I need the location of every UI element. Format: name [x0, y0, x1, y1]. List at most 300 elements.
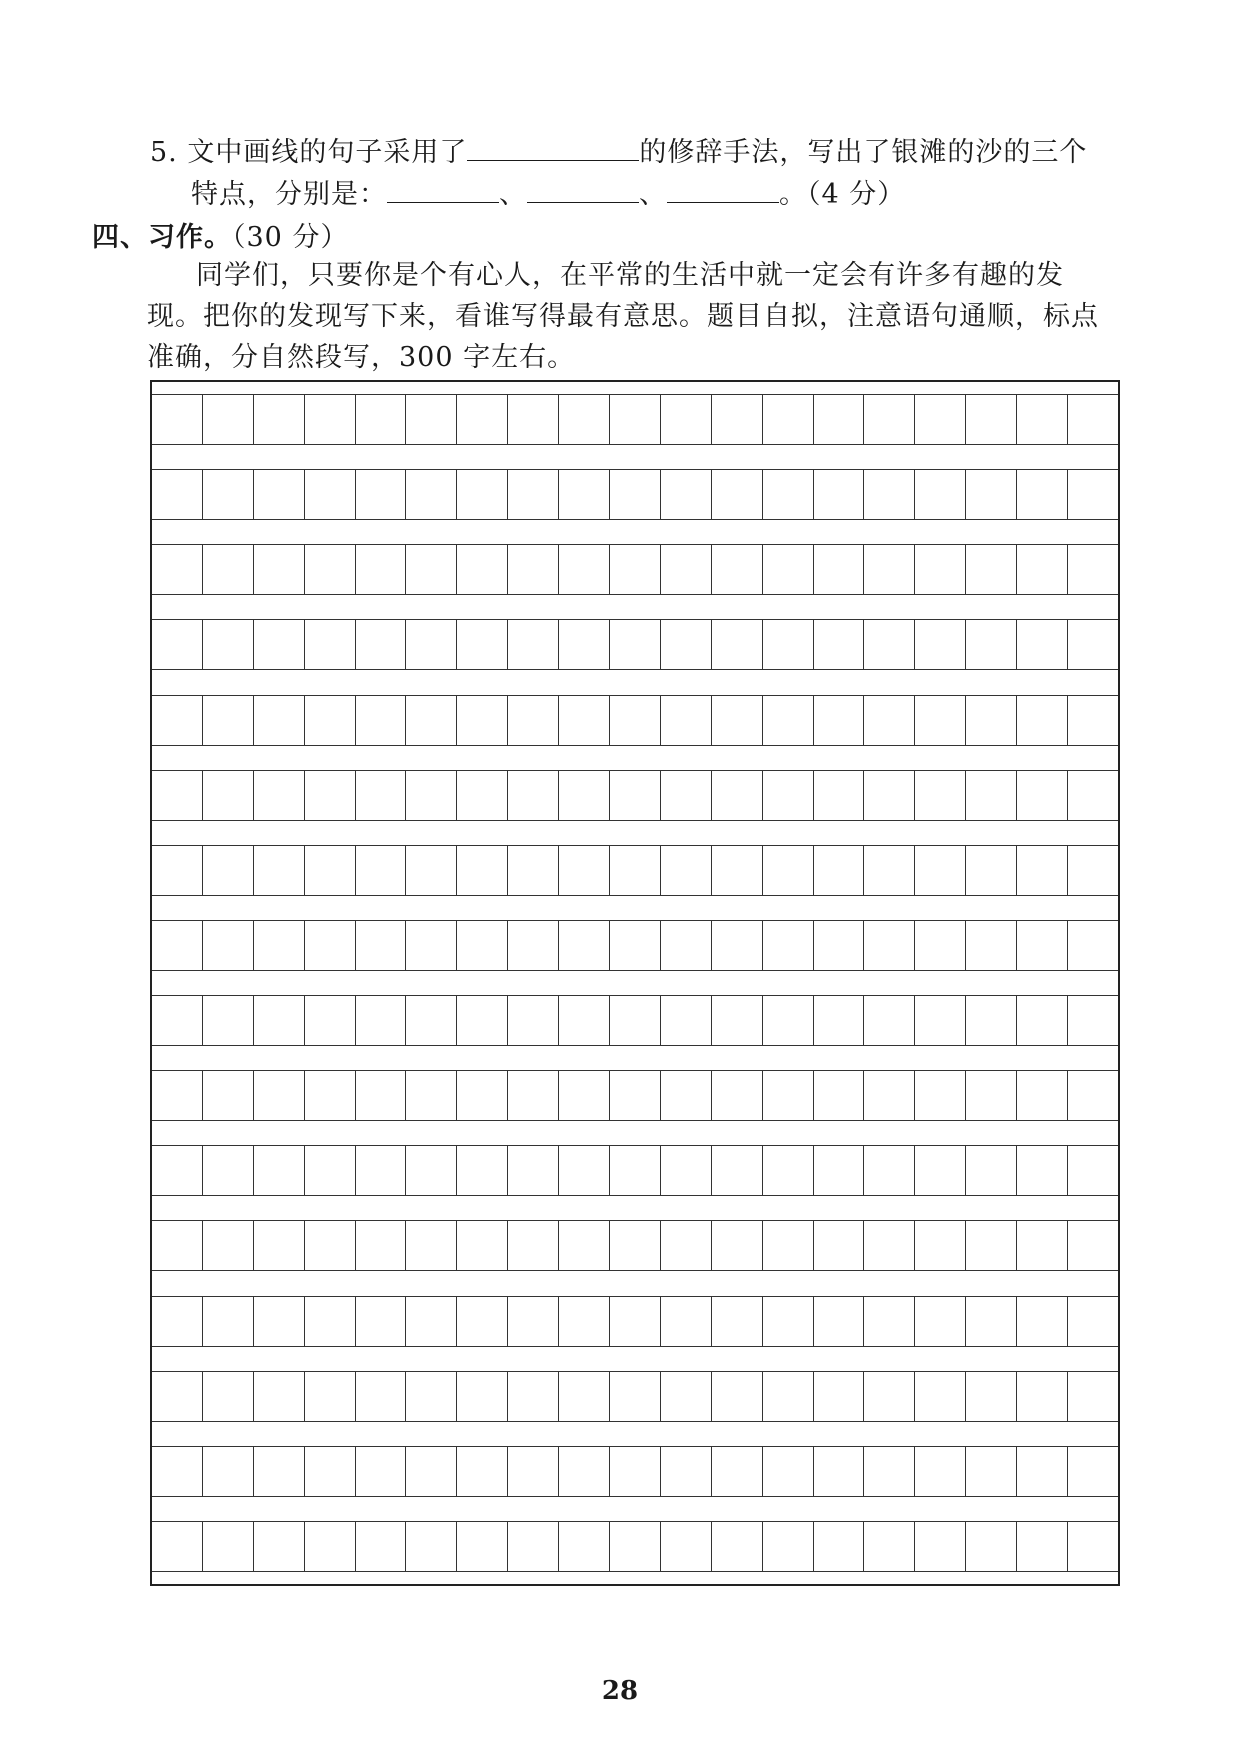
grid-cell[interactable] — [762, 1071, 813, 1120]
grid-cell[interactable] — [405, 1522, 456, 1571]
grid-cell[interactable] — [762, 1297, 813, 1346]
grid-cell[interactable] — [1016, 545, 1067, 594]
grid-cell[interactable] — [304, 1297, 355, 1346]
grid-cell[interactable] — [813, 1221, 864, 1270]
grid-cell[interactable] — [152, 1447, 202, 1496]
grid-cell[interactable] — [914, 1447, 965, 1496]
grid-cell[interactable] — [558, 996, 609, 1045]
grid-cell[interactable] — [609, 696, 660, 745]
grid-cell[interactable] — [202, 921, 253, 970]
grid-cell[interactable] — [152, 1221, 202, 1270]
grid-cell[interactable] — [152, 921, 202, 970]
grid-cell[interactable] — [558, 620, 609, 669]
grid-cell[interactable] — [253, 1372, 304, 1421]
grid-cell[interactable] — [253, 771, 304, 820]
grid-cell[interactable] — [813, 696, 864, 745]
grid-cell[interactable] — [965, 545, 1016, 594]
grid-cell[interactable] — [202, 1146, 253, 1195]
grid-cell[interactable] — [202, 771, 253, 820]
grid-cell[interactable] — [304, 846, 355, 895]
grid-cell[interactable] — [253, 1146, 304, 1195]
grid-cell[interactable] — [813, 996, 864, 1045]
grid-cell[interactable] — [863, 996, 914, 1045]
grid-cell[interactable] — [355, 1071, 406, 1120]
grid-cell[interactable] — [711, 620, 762, 669]
grid-cell[interactable] — [914, 996, 965, 1045]
grid-cell[interactable] — [456, 1221, 507, 1270]
grid-cell[interactable] — [152, 696, 202, 745]
grid-cell[interactable] — [813, 921, 864, 970]
grid-cell[interactable] — [202, 1221, 253, 1270]
grid-cell[interactable] — [609, 620, 660, 669]
grid-cell[interactable] — [253, 470, 304, 519]
grid-cell[interactable] — [1016, 771, 1067, 820]
grid-cell[interactable] — [863, 1297, 914, 1346]
grid-cell[interactable] — [863, 620, 914, 669]
grid-cell[interactable] — [558, 846, 609, 895]
grid-cell[interactable] — [304, 1071, 355, 1120]
grid-cell[interactable] — [711, 470, 762, 519]
grid-cell[interactable] — [965, 470, 1016, 519]
grid-cell[interactable] — [609, 1071, 660, 1120]
grid-cell[interactable] — [711, 1071, 762, 1120]
grid-cell[interactable] — [660, 1372, 711, 1421]
grid-cell[interactable] — [304, 771, 355, 820]
grid-cell[interactable] — [660, 1297, 711, 1346]
grid-cell[interactable] — [202, 1297, 253, 1346]
grid-cell[interactable] — [711, 395, 762, 444]
grid-cell[interactable] — [456, 470, 507, 519]
grid-cell[interactable] — [507, 921, 558, 970]
grid-cell[interactable] — [863, 1221, 914, 1270]
grid-cell[interactable] — [660, 470, 711, 519]
grid-cell[interactable] — [405, 846, 456, 895]
grid-cell[interactable] — [152, 1372, 202, 1421]
grid-cell[interactable] — [609, 1297, 660, 1346]
grid-cell[interactable] — [1016, 620, 1067, 669]
grid-cell[interactable] — [609, 846, 660, 895]
grid-cell[interactable] — [660, 921, 711, 970]
grid-cell[interactable] — [965, 771, 1016, 820]
grid-cell[interactable] — [1067, 1146, 1118, 1195]
grid-cell[interactable] — [711, 846, 762, 895]
grid-cell[interactable] — [1016, 996, 1067, 1045]
grid-cell[interactable] — [762, 1146, 813, 1195]
grid-cell[interactable] — [711, 1522, 762, 1571]
grid-cell[interactable] — [355, 545, 406, 594]
grid-cell[interactable] — [253, 545, 304, 594]
grid-cell[interactable] — [1016, 1146, 1067, 1195]
grid-cell[interactable] — [609, 1372, 660, 1421]
grid-cell[interactable] — [863, 1146, 914, 1195]
grid-cell[interactable] — [914, 771, 965, 820]
grid-cell[interactable] — [914, 921, 965, 970]
grid-cell[interactable] — [202, 620, 253, 669]
grid-cell[interactable] — [558, 470, 609, 519]
grid-cell[interactable] — [711, 921, 762, 970]
grid-cell[interactable] — [762, 696, 813, 745]
grid-cell[interactable] — [914, 1372, 965, 1421]
grid-cell[interactable] — [405, 1221, 456, 1270]
grid-cell[interactable] — [456, 996, 507, 1045]
grid-cell[interactable] — [456, 1372, 507, 1421]
grid-cell[interactable] — [558, 1146, 609, 1195]
grid-cell[interactable] — [1067, 996, 1118, 1045]
grid-cell[interactable] — [914, 1522, 965, 1571]
grid-cell[interactable] — [1016, 921, 1067, 970]
grid-cell[interactable] — [202, 846, 253, 895]
grid-cell[interactable] — [405, 996, 456, 1045]
grid-cell[interactable] — [863, 921, 914, 970]
grid-cell[interactable] — [558, 921, 609, 970]
grid-cell[interactable] — [456, 771, 507, 820]
grid-cell[interactable] — [711, 1447, 762, 1496]
grid-cell[interactable] — [1016, 1447, 1067, 1496]
grid-cell[interactable] — [965, 1522, 1016, 1571]
grid-cell[interactable] — [253, 1221, 304, 1270]
grid-cell[interactable] — [405, 620, 456, 669]
grid-cell[interactable] — [253, 1071, 304, 1120]
grid-cell[interactable] — [558, 1522, 609, 1571]
grid-cell[interactable] — [405, 470, 456, 519]
grid-cell[interactable] — [355, 1372, 406, 1421]
grid-cell[interactable] — [609, 771, 660, 820]
grid-cell[interactable] — [507, 1071, 558, 1120]
grid-cell[interactable] — [863, 1071, 914, 1120]
grid-cell[interactable] — [609, 545, 660, 594]
grid-cell[interactable] — [456, 545, 507, 594]
grid-cell[interactable] — [355, 996, 406, 1045]
grid-cell[interactable] — [1067, 1522, 1118, 1571]
grid-cell[interactable] — [202, 1447, 253, 1496]
grid-cell[interactable] — [914, 846, 965, 895]
grid-cell[interactable] — [965, 1297, 1016, 1346]
answer-blank-feature-2[interactable] — [527, 176, 639, 203]
grid-cell[interactable] — [1067, 1071, 1118, 1120]
grid-cell[interactable] — [456, 1146, 507, 1195]
grid-cell[interactable] — [1067, 1221, 1118, 1270]
grid-cell[interactable] — [660, 1071, 711, 1120]
grid-cell[interactable] — [304, 921, 355, 970]
grid-cell[interactable] — [762, 921, 813, 970]
grid-cell[interactable] — [456, 620, 507, 669]
grid-cell[interactable] — [507, 545, 558, 594]
grid-cell[interactable] — [914, 620, 965, 669]
grid-cell[interactable] — [711, 1297, 762, 1346]
grid-cell[interactable] — [456, 846, 507, 895]
grid-cell[interactable] — [405, 921, 456, 970]
grid-cell[interactable] — [1067, 620, 1118, 669]
grid-cell[interactable] — [711, 1372, 762, 1421]
grid-cell[interactable] — [965, 1372, 1016, 1421]
grid-cell[interactable] — [456, 395, 507, 444]
grid-cell[interactable] — [609, 1522, 660, 1571]
grid-cell[interactable] — [507, 1447, 558, 1496]
grid-cell[interactable] — [152, 771, 202, 820]
grid-cell[interactable] — [660, 1221, 711, 1270]
grid-cell[interactable] — [253, 620, 304, 669]
grid-cell[interactable] — [304, 1372, 355, 1421]
grid-cell[interactable] — [1067, 470, 1118, 519]
grid-cell[interactable] — [813, 1522, 864, 1571]
grid-cell[interactable] — [405, 395, 456, 444]
grid-cell[interactable] — [914, 696, 965, 745]
grid-cell[interactable] — [507, 395, 558, 444]
answer-blank-feature-3[interactable] — [667, 176, 779, 203]
writing-grid[interactable] — [150, 380, 1120, 1586]
grid-cell[interactable] — [202, 545, 253, 594]
grid-cell[interactable] — [1016, 1297, 1067, 1346]
grid-cell[interactable] — [863, 771, 914, 820]
grid-cell[interactable] — [1067, 771, 1118, 820]
answer-blank-feature-1[interactable] — [387, 176, 499, 203]
grid-cell[interactable] — [609, 470, 660, 519]
grid-cell[interactable] — [152, 1146, 202, 1195]
grid-cell[interactable] — [863, 470, 914, 519]
grid-cell[interactable] — [1016, 846, 1067, 895]
grid-cell[interactable] — [813, 771, 864, 820]
grid-cell[interactable] — [711, 771, 762, 820]
grid-cell[interactable] — [813, 620, 864, 669]
grid-cell[interactable] — [558, 771, 609, 820]
grid-cell[interactable] — [711, 696, 762, 745]
grid-cell[interactable] — [202, 395, 253, 444]
grid-cell[interactable] — [456, 1447, 507, 1496]
grid-cell[interactable] — [253, 996, 304, 1045]
grid-cell[interactable] — [1067, 846, 1118, 895]
grid-cell[interactable] — [813, 1297, 864, 1346]
grid-cell[interactable] — [660, 545, 711, 594]
grid-cell[interactable] — [304, 1522, 355, 1571]
grid-cell[interactable] — [609, 1447, 660, 1496]
grid-cell[interactable] — [558, 1372, 609, 1421]
grid-cell[interactable] — [965, 1447, 1016, 1496]
grid-cell[interactable] — [355, 1221, 406, 1270]
grid-cell[interactable] — [507, 1221, 558, 1270]
grid-cell[interactable] — [914, 395, 965, 444]
grid-cell[interactable] — [965, 620, 1016, 669]
grid-cell[interactable] — [711, 545, 762, 594]
grid-cell[interactable] — [660, 771, 711, 820]
grid-cell[interactable] — [202, 1522, 253, 1571]
grid-cell[interactable] — [355, 921, 406, 970]
grid-cell[interactable] — [405, 696, 456, 745]
grid-cell[interactable] — [456, 921, 507, 970]
grid-cell[interactable] — [152, 395, 202, 444]
grid-cell[interactable] — [762, 545, 813, 594]
grid-cell[interactable] — [202, 696, 253, 745]
grid-cell[interactable] — [1067, 545, 1118, 594]
grid-cell[interactable] — [762, 996, 813, 1045]
grid-cell[interactable] — [152, 620, 202, 669]
grid-cell[interactable] — [965, 996, 1016, 1045]
grid-cell[interactable] — [914, 1146, 965, 1195]
grid-cell[interactable] — [965, 1221, 1016, 1270]
grid-cell[interactable] — [762, 1372, 813, 1421]
grid-cell[interactable] — [355, 1297, 406, 1346]
grid-cell[interactable] — [863, 1447, 914, 1496]
grid-cell[interactable] — [813, 545, 864, 594]
grid-cell[interactable] — [355, 470, 406, 519]
grid-cell[interactable] — [965, 921, 1016, 970]
grid-cell[interactable] — [558, 1071, 609, 1120]
grid-cell[interactable] — [914, 470, 965, 519]
grid-cell[interactable] — [1016, 1522, 1067, 1571]
grid-cell[interactable] — [405, 545, 456, 594]
grid-cell[interactable] — [507, 1522, 558, 1571]
grid-cell[interactable] — [558, 696, 609, 745]
grid-cell[interactable] — [304, 696, 355, 745]
grid-cell[interactable] — [456, 1522, 507, 1571]
grid-cell[interactable] — [152, 846, 202, 895]
grid-cell[interactable] — [914, 545, 965, 594]
grid-cell[interactable] — [507, 620, 558, 669]
grid-cell[interactable] — [1016, 696, 1067, 745]
grid-cell[interactable] — [304, 996, 355, 1045]
grid-cell[interactable] — [711, 996, 762, 1045]
grid-cell[interactable] — [1067, 395, 1118, 444]
grid-cell[interactable] — [558, 1221, 609, 1270]
grid-cell[interactable] — [762, 620, 813, 669]
grid-cell[interactable] — [405, 1146, 456, 1195]
grid-cell[interactable] — [355, 846, 406, 895]
grid-cell[interactable] — [1016, 395, 1067, 444]
grid-cell[interactable] — [507, 696, 558, 745]
grid-cell[interactable] — [202, 1071, 253, 1120]
grid-cell[interactable] — [1067, 1372, 1118, 1421]
grid-cell[interactable] — [609, 395, 660, 444]
grid-cell[interactable] — [609, 921, 660, 970]
grid-cell[interactable] — [507, 470, 558, 519]
grid-cell[interactable] — [152, 470, 202, 519]
grid-cell[interactable] — [558, 1297, 609, 1346]
grid-cell[interactable] — [152, 1297, 202, 1346]
grid-cell[interactable] — [405, 1297, 456, 1346]
grid-cell[interactable] — [660, 696, 711, 745]
grid-cell[interactable] — [253, 921, 304, 970]
grid-cell[interactable] — [762, 470, 813, 519]
grid-cell[interactable] — [762, 1447, 813, 1496]
grid-cell[interactable] — [355, 620, 406, 669]
grid-cell[interactable] — [711, 1221, 762, 1270]
grid-cell[interactable] — [456, 1297, 507, 1346]
grid-cell[interactable] — [660, 846, 711, 895]
grid-cell[interactable] — [965, 1146, 1016, 1195]
grid-cell[interactable] — [914, 1221, 965, 1270]
grid-cell[interactable] — [558, 1447, 609, 1496]
grid-cell[interactable] — [507, 771, 558, 820]
grid-cell[interactable] — [152, 1522, 202, 1571]
grid-cell[interactable] — [762, 1221, 813, 1270]
grid-cell[interactable] — [152, 996, 202, 1045]
grid-cell[interactable] — [202, 1372, 253, 1421]
grid-cell[interactable] — [253, 395, 304, 444]
grid-cell[interactable] — [711, 1146, 762, 1195]
grid-cell[interactable] — [762, 771, 813, 820]
grid-cell[interactable] — [914, 1071, 965, 1120]
grid-cell[interactable] — [507, 1297, 558, 1346]
grid-cell[interactable] — [558, 395, 609, 444]
grid-cell[interactable] — [355, 1146, 406, 1195]
grid-cell[interactable] — [507, 1372, 558, 1421]
grid-cell[interactable] — [304, 395, 355, 444]
grid-cell[interactable] — [355, 1522, 406, 1571]
grid-cell[interactable] — [965, 696, 1016, 745]
grid-cell[interactable] — [965, 846, 1016, 895]
grid-cell[interactable] — [965, 1071, 1016, 1120]
grid-cell[interactable] — [965, 395, 1016, 444]
grid-cell[interactable] — [813, 1146, 864, 1195]
grid-cell[interactable] — [813, 395, 864, 444]
grid-cell[interactable] — [355, 696, 406, 745]
grid-cell[interactable] — [1067, 921, 1118, 970]
grid-cell[interactable] — [355, 1447, 406, 1496]
grid-cell[interactable] — [507, 1146, 558, 1195]
grid-cell[interactable] — [863, 395, 914, 444]
grid-cell[interactable] — [762, 395, 813, 444]
grid-cell[interactable] — [202, 470, 253, 519]
grid-cell[interactable] — [304, 1447, 355, 1496]
grid-cell[interactable] — [304, 620, 355, 669]
answer-blank-rhetoric[interactable] — [467, 134, 639, 161]
grid-cell[interactable] — [813, 1071, 864, 1120]
grid-cell[interactable] — [660, 1447, 711, 1496]
grid-cell[interactable] — [202, 996, 253, 1045]
grid-cell[interactable] — [1067, 696, 1118, 745]
grid-cell[interactable] — [355, 771, 406, 820]
grid-cell[interactable] — [914, 1297, 965, 1346]
grid-cell[interactable] — [863, 1522, 914, 1571]
grid-cell[interactable] — [304, 470, 355, 519]
grid-cell[interactable] — [304, 1221, 355, 1270]
grid-cell[interactable] — [152, 545, 202, 594]
grid-cell[interactable] — [863, 545, 914, 594]
grid-cell[interactable] — [507, 996, 558, 1045]
grid-cell[interactable] — [152, 1071, 202, 1120]
grid-cell[interactable] — [660, 620, 711, 669]
grid-cell[interactable] — [762, 1522, 813, 1571]
grid-cell[interactable] — [609, 996, 660, 1045]
grid-cell[interactable] — [863, 846, 914, 895]
grid-cell[interactable] — [762, 846, 813, 895]
grid-cell[interactable] — [355, 395, 406, 444]
grid-cell[interactable] — [1016, 1221, 1067, 1270]
grid-cell[interactable] — [660, 1146, 711, 1195]
grid-cell[interactable] — [253, 696, 304, 745]
grid-cell[interactable] — [813, 1447, 864, 1496]
grid-cell[interactable] — [558, 545, 609, 594]
grid-cell[interactable] — [863, 1372, 914, 1421]
grid-cell[interactable] — [304, 1146, 355, 1195]
grid-cell[interactable] — [405, 1071, 456, 1120]
grid-cell[interactable] — [813, 470, 864, 519]
grid-cell[interactable] — [660, 1522, 711, 1571]
grid-cell[interactable] — [405, 1372, 456, 1421]
grid-cell[interactable] — [1016, 1071, 1067, 1120]
grid-cell[interactable] — [405, 1447, 456, 1496]
grid-cell[interactable] — [609, 1146, 660, 1195]
grid-cell[interactable] — [253, 846, 304, 895]
grid-cell[interactable] — [1067, 1447, 1118, 1496]
grid-cell[interactable] — [304, 545, 355, 594]
grid-cell[interactable] — [660, 996, 711, 1045]
grid-cell[interactable] — [253, 1297, 304, 1346]
grid-cell[interactable] — [405, 771, 456, 820]
grid-cell[interactable] — [660, 395, 711, 444]
grid-cell[interactable] — [813, 1372, 864, 1421]
grid-cell[interactable] — [507, 846, 558, 895]
grid-cell[interactable] — [863, 696, 914, 745]
